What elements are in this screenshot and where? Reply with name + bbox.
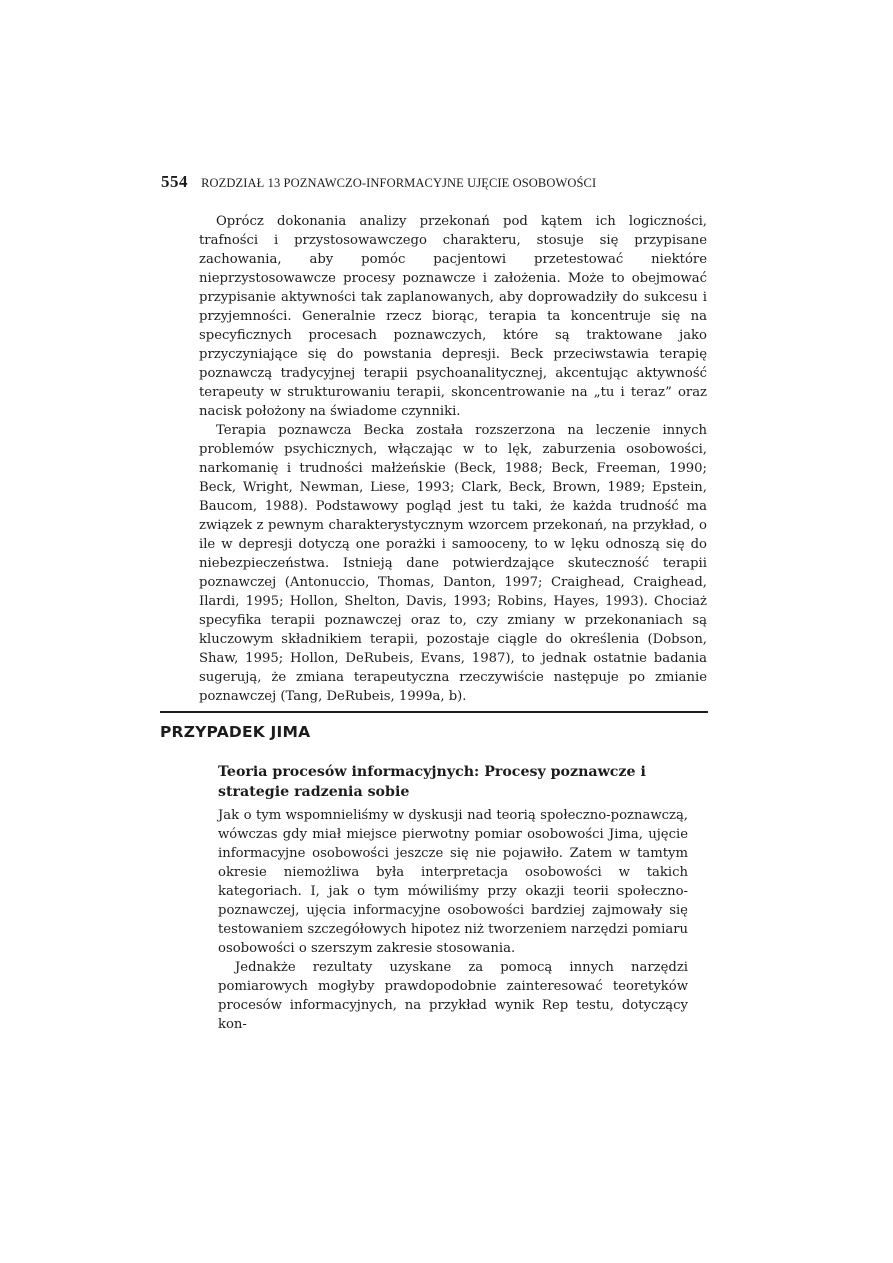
paragraph: Terapia poznawcza Becka została rozszerzona na leczenie innych problemów psychicznych, włączając w to lęk, zaburzenia osobowości, narkomanię i trudności małżeńskie (Beck, 1988; Beck, Freeman, 1990; Beck, Wright, Newman, Liese, 1993; Clark, Beck, Brown, 1989; Epstein, Baucom, 1988). Podstawowy pogląd jest tu taki, że każda trudność ma związek z pewnym charakterystycznym wzorcem przekonań, na przykład, o ile w depresji dotyczą one porażki i samooceny, to w lęku odnoszą się do niebezpieczeństwa. Istnieją dane potwierdzające skuteczność terapii poznawczej (Antonuccio, Thomas, Danton, 1997; Craighead, Craighead, Ilardi, 1995; Hollon, Shelton, Davis, 1993; Robins, Hayes, 1993). Chociaż specyfika terapii poznawczej oraz to, czy zmiany w przekonaniach są kluczowym składnikiem terapii, pozostaje ciągle do określenia (Dobson, Shaw, 1995; Hollon, DeRubeis, Evans, 1987), to jednak ostatnie badania sugerują, że zmiana terapeutyczna rzeczywiście następuje po zmianie poznawczej (Tang, DeRubeis, 1999a, b).	[199, 423, 707, 704]
paragraph: Oprócz dokonania analizy przekonań pod kątem ich logiczności, trafności i przystosowawczego charakteru, stosuje się przypisane zachowania, aby pomóc pacjentowi przetestować niektóre nieprzystosowawcze procesy poznawcze i założenia. Może to obejmować przypisanie aktywności tak zaplanowanych, aby doprowadziły do sukcesu i przyjemności. Generalnie rzecz biorąc, terapia ta koncentruje się na specyficznych procesach poznawczych, które są traktowane jako przyczyniające się do powstania depresji. Beck przeciwstawia terapię poznawczą tradycyjnej terapii psychoanalitycznej, akcentując aktywność terapeuty w strukturowaniu terapii, skoncentrowanie na „tu i teraz” oraz nacisk położony na świadome czynniki.	[199, 214, 707, 419]
case-body-text	[218, 806, 688, 1034]
paragraph: Jednakże rezultaty uzyskane za pomocą innych narzędzi pomiarowych mogłyby prawdopodobnie zainteresować teoretyków procesów informacyjnych, na przykład wynik Rep testu, dotyczący kon-	[218, 960, 688, 1032]
paragraph: Jak o tym wspomnieliśmy w dyskusji nad teorią społeczno-poznawczą, wówczas gdy miał miejsce pierwotny pomiar osobowości Jima, ujęcie informacyjne osobowości jeszcze się nie pojawiło. Zatem w tamtym okresie niemożliwa była interpretacja osobowości w takich kategoriach. I, jak o tym mówiliśmy przy okazji teorii społeczno-poznawczej, ujęcia informacyjne osobowości bardziej zajmowały się testowaniem szczegółowych hipotez niż tworzeniem narzędzi pomiaru osobowości o szerszym zakresie stosowania.	[218, 808, 688, 956]
section-heading: PRZYPADEK JIMA	[160, 723, 311, 741]
section-divider	[160, 711, 708, 713]
body-text-section	[199, 212, 707, 706]
page-header	[161, 172, 721, 192]
subsection-heading: Teoria procesów informacyjnych: Procesy poznawcze i strategie radzenia sobie	[218, 764, 646, 800]
running-head: ROZDZIAŁ 13 POZNAWCZO-INFORMACYJNE UJĘCIE OSOBOWOŚCI	[201, 176, 597, 190]
page-number: 554	[161, 172, 188, 191]
